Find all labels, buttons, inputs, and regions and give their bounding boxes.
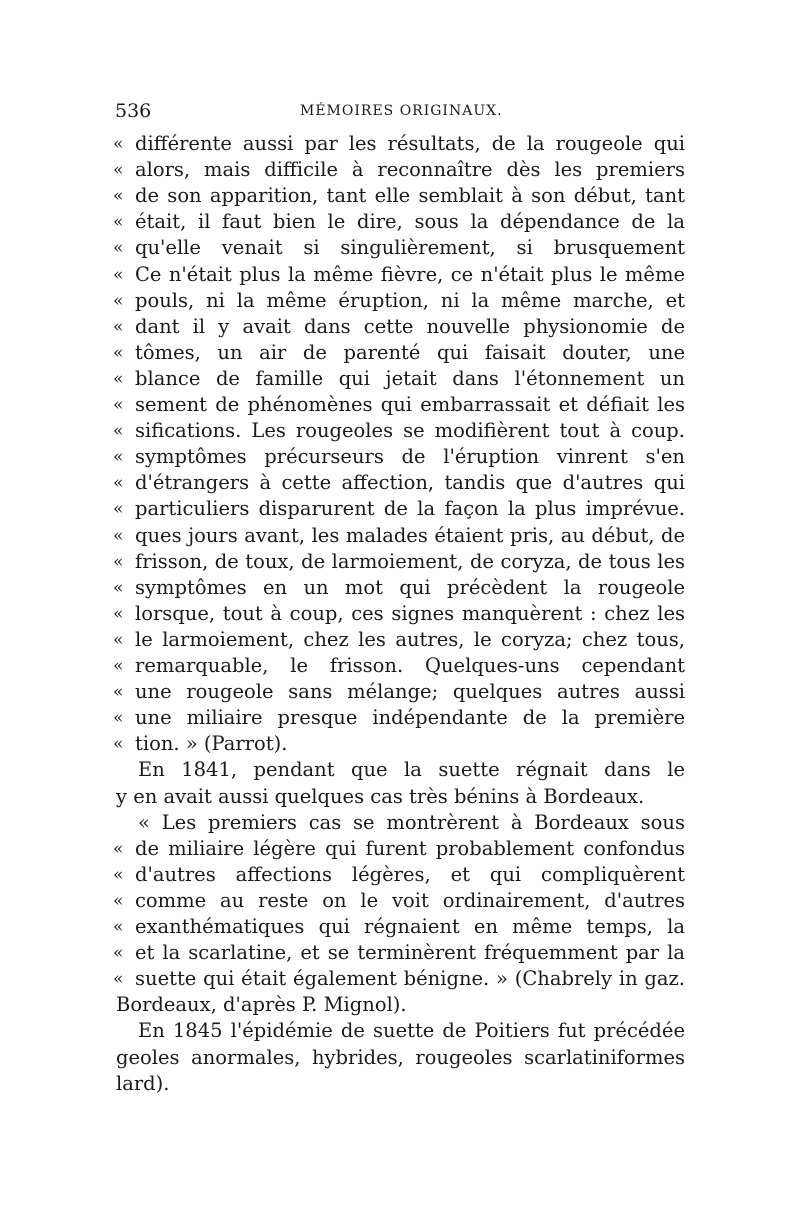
- text-line: [0, 496, 800, 522]
- line-text: particuliers disparurent de la façon la plus imprévue.: [135, 497, 685, 521]
- text-line: [0, 314, 800, 340]
- quote-mark: «: [113, 238, 124, 259]
- text-line: [0, 262, 800, 288]
- line-text: suette qui était également bénigne. » (Chabrely in gaz.: [135, 967, 685, 991]
- line-text: symptômes en un mot qui précèdent la rougeole: [135, 575, 685, 599]
- quote-mark: «: [113, 734, 124, 755]
- line-text: sifications. Les rougeoles se modifièrent tout à coup.: [135, 419, 685, 443]
- line-text: comme au reste on le voit ordinairement, d'autres: [135, 888, 685, 912]
- text-line: [0, 992, 800, 1018]
- running-head: MÉMOIRES ORIGINAUX.: [300, 103, 503, 119]
- text-line: [0, 836, 800, 862]
- text-line: [0, 1071, 800, 1097]
- line-text: d'autres affections légères, et qui compliquèrent: [135, 862, 685, 886]
- line-text: lard).: [116, 1071, 170, 1095]
- line-text: qu'elle venait si singulièrement, si brusquement: [135, 236, 685, 260]
- text-line: [0, 575, 800, 601]
- line-text: ques jours avant, les malades étaient pris, au début, de: [135, 523, 685, 547]
- quote-mark: «: [113, 499, 124, 520]
- quote-mark: «: [113, 447, 124, 468]
- line-text: blance de famille qui jetait dans l'étonnement un: [135, 366, 685, 390]
- text-line: [0, 131, 800, 157]
- line-text: En 1845 l'épidémie de suette de Poitiers fut précédée: [138, 1019, 685, 1043]
- quote-mark: «: [113, 290, 124, 311]
- text-line: [0, 888, 800, 914]
- line-text: différente aussi par les résultats, de la rougeole qui: [135, 132, 685, 155]
- text-line: [0, 549, 800, 575]
- text-line: [0, 862, 800, 888]
- quote-mark: «: [113, 186, 124, 207]
- text-line: [0, 966, 800, 992]
- quote-mark: «: [113, 629, 124, 650]
- text-line: [0, 679, 800, 705]
- text-line: [0, 288, 800, 314]
- line-text: sement de phénomènes qui embarrassait et défiait les: [135, 393, 685, 416]
- text-line: [0, 653, 800, 679]
- text-line: [0, 366, 800, 392]
- text-line: [0, 810, 800, 836]
- quote-mark: «: [113, 943, 124, 964]
- text-line: [0, 157, 800, 183]
- line-text: de son apparition, tant elle semblait à son début, tant: [135, 184, 685, 208]
- line-text: exanthématiques qui régnaient en même temps, la: [135, 915, 685, 938]
- quote-mark: «: [113, 969, 124, 990]
- line-text: Bordeaux, d'après P. Mignol).: [116, 993, 407, 1017]
- quote-mark: «: [113, 656, 124, 676]
- line-text: Ce n'était plus la même fièvre, ce n'était plus le même: [135, 262, 685, 286]
- quote-mark: «: [113, 838, 124, 859]
- line-text: « Les premiers cas se montrèrent à Bordeaux sous: [138, 810, 685, 834]
- quote-mark: «: [113, 917, 124, 937]
- text-line: [0, 418, 800, 444]
- text-line: [0, 209, 800, 235]
- quote-mark: «: [113, 708, 124, 729]
- line-text: remarquable, le frisson. Quelques-uns cependant: [135, 654, 685, 677]
- quote-mark: «: [113, 525, 124, 546]
- text-line: [0, 1045, 800, 1071]
- text-line: [0, 731, 800, 757]
- text-line: [0, 757, 800, 783]
- line-text: lorsque, tout à coup, ces signes manquèrent : chez les: [135, 601, 685, 625]
- text-line: [0, 914, 800, 940]
- line-text: le larmoiement, chez les autres, le coryza; chez tous,: [135, 627, 685, 651]
- page-header: [115, 100, 685, 124]
- line-text: tion. » (Parrot).: [135, 732, 288, 756]
- quote-mark: «: [113, 421, 124, 442]
- quote-mark: «: [113, 134, 124, 154]
- text-line: [0, 784, 800, 810]
- quote-mark: «: [113, 473, 124, 494]
- quote-mark: «: [113, 212, 124, 233]
- text-line: [0, 627, 800, 653]
- text-line: [0, 940, 800, 966]
- text-line: [0, 1018, 800, 1044]
- line-text: dant il y avait dans cette nouvelle physionomie de: [135, 314, 685, 338]
- quote-mark: «: [113, 395, 124, 415]
- text-line: [0, 444, 800, 470]
- line-text: une rougeole sans mélange; quelques autres aussi: [135, 680, 685, 704]
- line-text: pouls, ni la même éruption, ni la même marche, et: [135, 288, 685, 312]
- line-text: symptômes précurseurs de l'éruption vinrent s'en: [135, 445, 685, 469]
- quote-mark: «: [113, 551, 124, 572]
- line-text: alors, mais difficile à reconnaître dès les premiers: [135, 158, 685, 182]
- quote-mark: «: [113, 160, 124, 181]
- text-line: [0, 705, 800, 731]
- line-text: une miliaire presque indépendante de la première: [135, 706, 685, 730]
- line-text: de miliaire légère qui furent probablement confondus: [135, 836, 685, 860]
- line-text: geoles anormales, hybrides, rougeoles scarlatiniformes: [116, 1045, 685, 1069]
- text-line: [0, 470, 800, 496]
- quote-mark: «: [113, 342, 124, 363]
- line-text: frisson, de toux, de larmoiement, de coryza, de tous les: [135, 549, 685, 573]
- line-text: d'étrangers à cette affection, tandis que d'autres qui: [135, 471, 685, 495]
- text-line: [0, 392, 800, 418]
- line-text: tômes, un air de parenté qui faisait douter, une: [135, 340, 685, 364]
- line-text: et la scarlatine, et se terminèrent fréquemment par la: [135, 941, 685, 965]
- line-text: En 1841, pendant que la suette régnait dans le: [138, 758, 685, 782]
- line-text: y en avait aussi quelques cas très bénins à Bordeaux.: [116, 784, 645, 808]
- text-line: [0, 183, 800, 209]
- quote-mark: «: [113, 864, 124, 885]
- quote-mark: «: [113, 890, 124, 911]
- page-number: 536: [115, 100, 152, 122]
- text-line: [0, 340, 800, 366]
- quote-mark: «: [113, 603, 124, 624]
- quote-mark: «: [113, 368, 124, 389]
- text-line: [0, 601, 800, 627]
- quote-mark: «: [113, 264, 124, 285]
- quote-mark: «: [113, 316, 124, 337]
- text-line: [0, 235, 800, 261]
- quote-mark: «: [113, 577, 124, 598]
- text-line: [0, 523, 800, 549]
- quote-mark: «: [113, 682, 124, 703]
- line-text: était, il faut bien le dire, sous la dépendance de la: [135, 210, 685, 234]
